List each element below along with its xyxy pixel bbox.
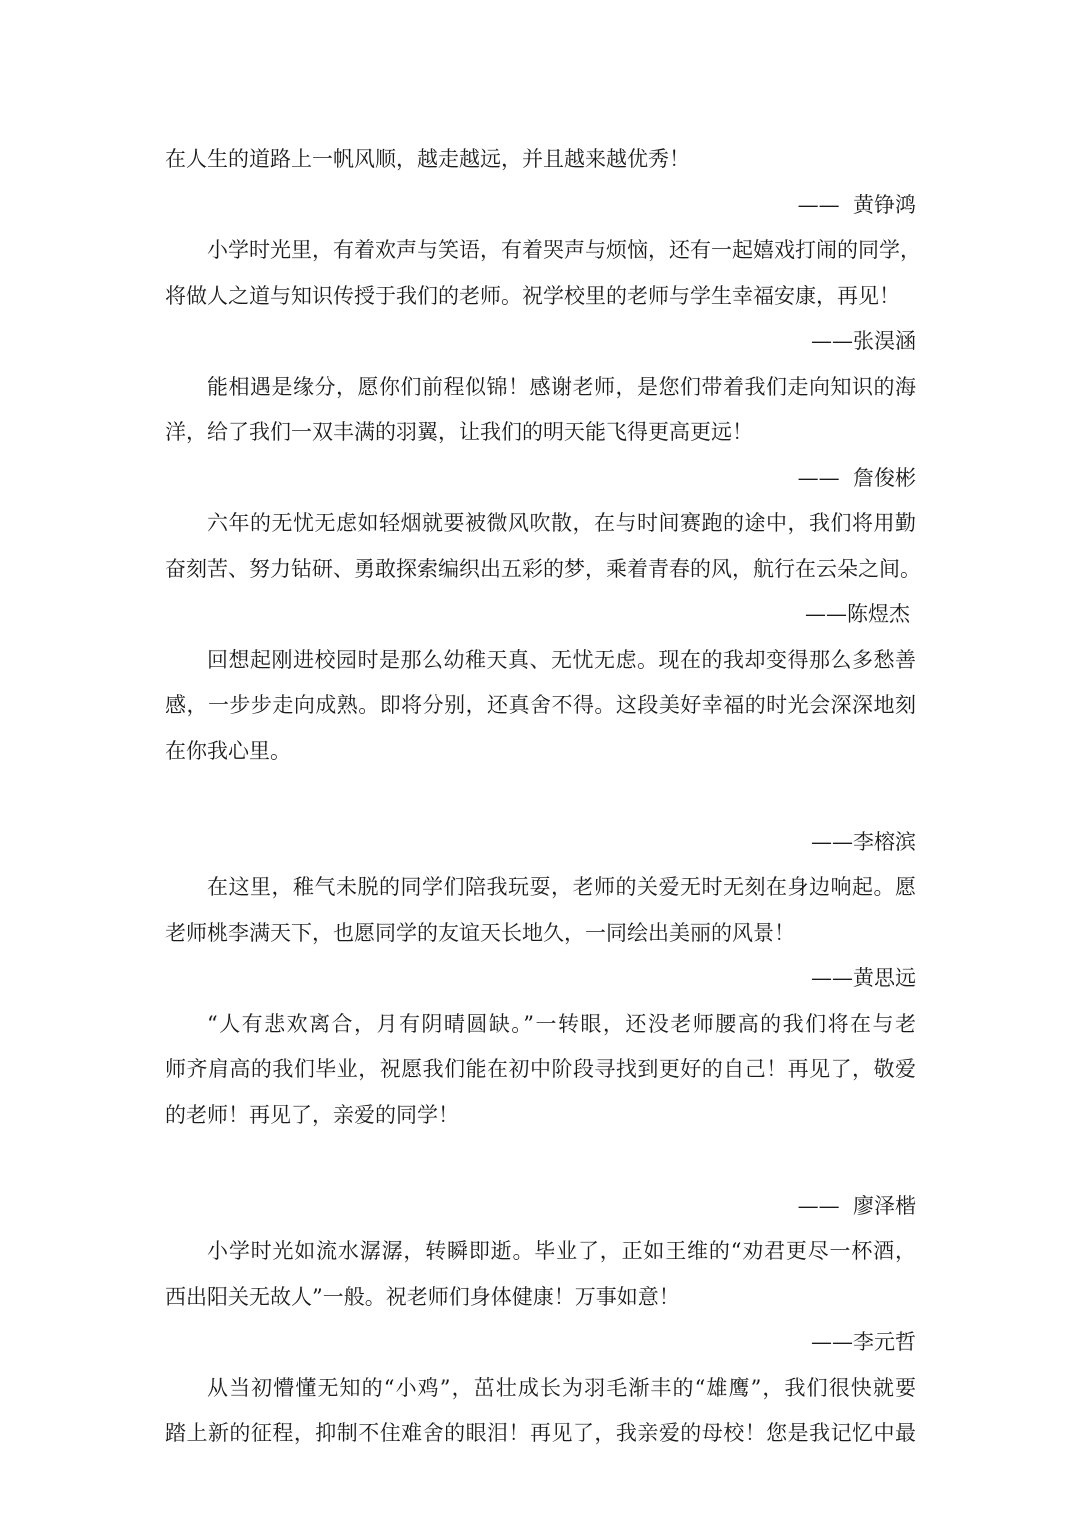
paragraph-line: 感，一步步走向成熟。即将分别，还真舍不得。这段美好幸福的时光会深深地刻 (165, 693, 916, 717)
message-paragraph (165, 1002, 916, 1139)
paragraph-line: “人有悲欢离合，月有阴晴圆缺。”一转眼，还没老师腰高的我们将在与老 (207, 1011, 916, 1036)
message-paragraph (165, 1229, 916, 1320)
message-paragraph (165, 1366, 916, 1457)
message-paragraph (165, 501, 921, 592)
paragraph-line: 师齐肩高的我们毕业，祝愿我们能在初中阶段寻找到更好的自己！再见了，敬爱 (165, 1057, 916, 1081)
paragraph-line: 老师桃李满天下，也愿同学的友谊天长地久，一同绘出美丽的风景！ (165, 920, 795, 945)
signature-author: ——黄思远 (811, 966, 916, 990)
paragraph-line: 踏上新的征程，抑制不住难舍的眼泪！再见了，我亲爱的母校！您是我记忆中最 (165, 1421, 916, 1445)
signature-author: ——李榕滨 (811, 829, 916, 854)
signature-author: —— 黄铮鸿 (797, 192, 916, 217)
paragraph-line: 西出阳关无故人”一般。祝老师们身体健康！万事如意！ (165, 1284, 680, 1309)
message-paragraph (165, 228, 921, 319)
paragraph-line: 能相遇是缘分，愿你们前程似锦！感谢老师，是您们带着我们走向知识的海 (207, 374, 916, 399)
signature-author: ——李元哲 (811, 1330, 916, 1354)
paragraph-line: 洋，给了我们一双丰满的羽翼，让我们的明天能飞得更高更远！ (165, 420, 753, 444)
message-paragraph (165, 638, 916, 775)
paragraph-line: 将做人之道与知识传授于我们的老师。祝学校里的老师与学生幸福安康，再见！ (165, 283, 900, 308)
paragraph-line: 回想起刚进校园时是那么幼稚天真、无忧无虑。现在的我却变得那么多愁善 (207, 647, 916, 672)
paragraph-line: 小学时光如流水潺潺，转瞬即逝。毕业了，正如王维的“劝君更尽一杯酒， (207, 1239, 916, 1263)
signature-author: —— 廖泽楷 (797, 1193, 916, 1218)
signature-author: ——陈煜杰 (805, 602, 910, 626)
message-paragraph (165, 365, 916, 456)
message-paragraph (165, 865, 916, 956)
signature-author: ——张淏涵 (811, 329, 916, 353)
paragraph-line: 的老师！再见了，亲爱的同学！ (165, 1102, 459, 1127)
paragraph-line: 奋刻苦、努力钻研、勇敢探索编织出五彩的梦，乘着青春的风，航行在云朵之间。 (165, 556, 921, 581)
paragraph-line: 从当初懵懂无知的“小鸡”，茁壮成长为羽毛渐丰的“雄鹰”，我们很快就要 (207, 1375, 916, 1400)
paragraph-line: 在你我心里。 (165, 738, 291, 763)
paragraph-line: 六年的无忧无虑如轻烟就要被微风吹散，在与时间赛跑的途中，我们将用勤 (207, 511, 916, 535)
paragraph-line: 小学时光里，有着欢声与笑语，有着哭声与烦恼，还有一起嬉戏打闹的同学， (207, 238, 921, 262)
message-paragraph-continuation (165, 137, 916, 183)
signature-author: —— 詹俊彬 (797, 465, 916, 490)
paragraph-line: 在这里，稚气未脱的同学们陪我玩耍，老师的关爱无时无刻在身边响起。愿 (207, 875, 916, 899)
document-page (165, 137, 921, 1457)
paragraph-line: 在人生的道路上一帆风顺，越走越远，并且越来越优秀！ (165, 147, 690, 171)
